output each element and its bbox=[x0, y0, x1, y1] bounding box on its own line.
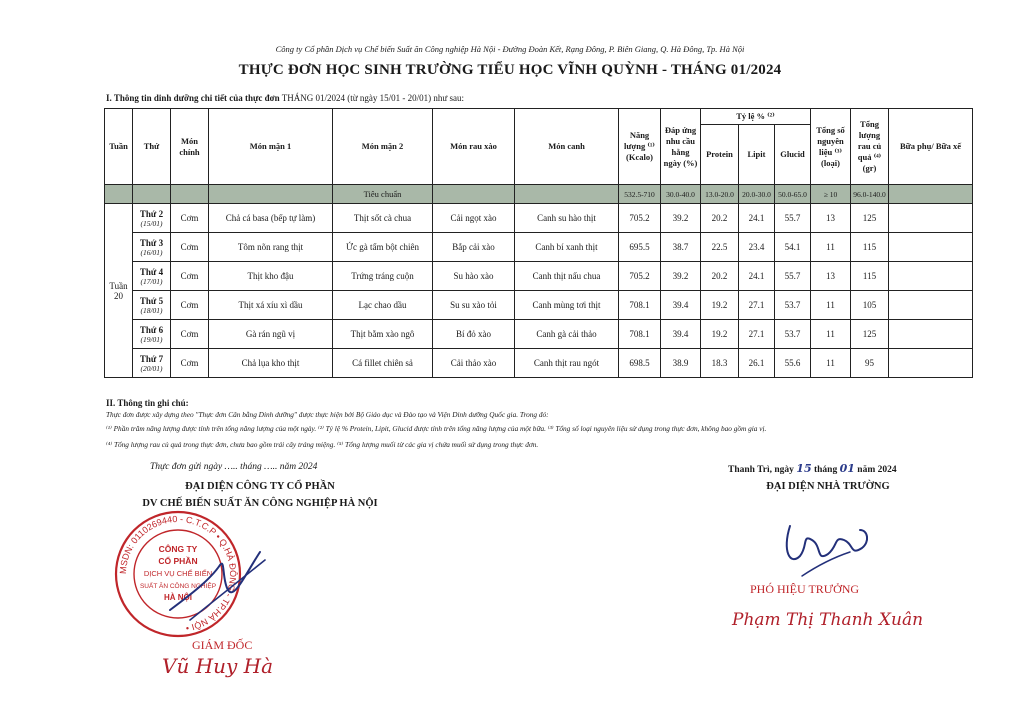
day-cell bbox=[133, 233, 171, 262]
director-signature bbox=[150, 540, 280, 630]
standard-tong-rau: 96.0-140.0 bbox=[851, 185, 889, 204]
protein-cell: 20.2 bbox=[701, 262, 739, 291]
bua-phu-cell bbox=[889, 291, 973, 320]
canh-cell: Canh thịt rau ngót bbox=[515, 349, 619, 378]
day-cell bbox=[133, 349, 171, 378]
header-rau: Món rau xào bbox=[433, 109, 515, 185]
note-intro: Thực đơn được xây dựng theo "Thực đơn Cân bằng Dinh dưỡng" được thực hiện bởi Bộ Giáo dục và Đào tạo và Viện Dinh dưỡng Quốc gia. Trong đó: bbox=[106, 410, 549, 419]
header-tong-nguyen-lieu: Tổng số nguyên liệu ⁽³⁾ (loại) bbox=[811, 109, 851, 185]
man1-cell: Chả lụa kho thịt bbox=[209, 349, 333, 378]
nang-luong-cell: 708.1 bbox=[619, 320, 661, 349]
stamp-line4: SUẤT ĂN CÔNG NGHIỆP bbox=[139, 583, 217, 590]
school-date bbox=[728, 462, 897, 475]
dap-ung-cell: 38.7 bbox=[661, 233, 701, 262]
dap-ung-cell: 39.2 bbox=[661, 262, 701, 291]
standard-row bbox=[105, 185, 973, 204]
bua-phu-cell bbox=[889, 262, 973, 291]
header-tong-rau: Tổng lượng rau củ quả ⁽⁴⁾ (gr) bbox=[851, 109, 889, 185]
protein-cell: 20.2 bbox=[701, 204, 739, 233]
header-dap-ung: Đáp ứng nhu cầu hằng ngày (%) bbox=[661, 109, 701, 185]
table-row bbox=[105, 320, 973, 349]
man1-cell: Gà rán ngũ vị bbox=[209, 320, 333, 349]
nang-luong-cell: 698.5 bbox=[619, 349, 661, 378]
header-thu: Thứ bbox=[133, 109, 171, 185]
lipit-cell: 23.4 bbox=[739, 233, 775, 262]
week-cell: Tuần 20 bbox=[105, 204, 133, 378]
header-nang-luong: Năng lượng ⁽¹⁾ (Kcalo) bbox=[619, 109, 661, 185]
day-name: Thứ 5 bbox=[139, 295, 164, 306]
glucid-cell: 55.6 bbox=[775, 349, 811, 378]
menu-table bbox=[104, 108, 973, 378]
lipit-cell: 24.1 bbox=[739, 262, 775, 291]
section1-rest: THÁNG 01/2024 (từ ngày 15/01 - 20/01) như sau: bbox=[279, 93, 464, 103]
day-name: Thứ 7 bbox=[139, 353, 164, 364]
lipit-cell: 27.1 bbox=[739, 291, 775, 320]
school-signature bbox=[772, 506, 882, 591]
nang-luong-cell: 705.2 bbox=[619, 204, 661, 233]
school-rep: ĐẠI DIỆN NHÀ TRƯỜNG bbox=[766, 481, 890, 492]
dap-ung-cell: 39.2 bbox=[661, 204, 701, 233]
table-row bbox=[105, 233, 973, 262]
man2-cell: Thịt bằm xào ngô bbox=[333, 320, 433, 349]
header-canh: Món canh bbox=[515, 109, 619, 185]
tong-rau-cell: 115 bbox=[851, 233, 889, 262]
standard-tong-nl: ≥ 10 bbox=[811, 185, 851, 204]
note-1-2-3: ⁽¹⁾ Phần trăm năng lượng được tính trên tổng năng lượng của một ngày. ⁽²⁾ Tỷ lệ % Protein, Lipit, Glucid được tính trên tổng năng lượng của một bữa. ⁽³⁾ Tổng số loại nguyên liệu sử dụng trong thực đơn, không bao gồm gia vị. bbox=[106, 424, 767, 433]
header-man2: Món mặn 2 bbox=[333, 109, 433, 185]
tong-rau-cell: 105 bbox=[851, 291, 889, 320]
dap-ung-cell: 39.4 bbox=[661, 320, 701, 349]
glucid-cell: 53.7 bbox=[775, 291, 811, 320]
man1-cell: Thịt xá xíu xì dầu bbox=[209, 291, 333, 320]
man2-cell: Trứng tráng cuộn bbox=[333, 262, 433, 291]
bua-phu-cell bbox=[889, 204, 973, 233]
tong-rau-cell: 95 bbox=[851, 349, 889, 378]
table-row bbox=[105, 204, 973, 233]
day-cell bbox=[133, 204, 171, 233]
man1-cell: Tôm nõn rang thịt bbox=[209, 233, 333, 262]
header-protein: Protein bbox=[701, 125, 739, 185]
tong-rau-cell: 115 bbox=[851, 262, 889, 291]
tong-nl-cell: 13 bbox=[811, 262, 851, 291]
header-man1: Món mặn 1 bbox=[209, 109, 333, 185]
company-rep-line1: ĐẠI DIỆN CÔNG TY CỔ PHẦN bbox=[185, 481, 335, 492]
header-tuan: Tuần bbox=[105, 109, 133, 185]
canh-cell: Canh mùng tơi thịt bbox=[515, 291, 619, 320]
protein-cell: 19.2 bbox=[701, 291, 739, 320]
dap-ung-cell: 38.9 bbox=[661, 349, 701, 378]
tong-nl-cell: 11 bbox=[811, 320, 851, 349]
school-day: 15 bbox=[796, 462, 812, 475]
lipit-cell: 24.1 bbox=[739, 204, 775, 233]
day-cell bbox=[133, 291, 171, 320]
man2-cell: Ức gà tẩm bột chiên bbox=[333, 233, 433, 262]
bua-phu-cell bbox=[889, 233, 973, 262]
protein-cell: 19.2 bbox=[701, 320, 739, 349]
tong-nl-cell: 11 bbox=[811, 349, 851, 378]
stamp-line3: DỊCH VỤ CHẾ BIẾN bbox=[143, 569, 213, 578]
section2-title: II. Thông tin ghi chú: bbox=[106, 398, 189, 408]
tong-nl-cell: 11 bbox=[811, 291, 851, 320]
school-month: 01 bbox=[839, 462, 855, 475]
standard-lipit: 20.0-30.0 bbox=[739, 185, 775, 204]
day-date: (18/01) bbox=[140, 305, 163, 315]
day-cell bbox=[133, 320, 171, 349]
section1-heading bbox=[106, 93, 464, 103]
section1-title: I. Thông tin dinh dưỡng chi tiết của thực đơn bbox=[106, 93, 280, 103]
school-year: năm 2024 bbox=[857, 465, 897, 475]
glucid-cell: 53.7 bbox=[775, 320, 811, 349]
man2-cell: Thịt sốt cà chua bbox=[333, 204, 433, 233]
standard-label: Tiêu chuẩn bbox=[333, 185, 433, 204]
mon-chinh-cell: Cơm bbox=[171, 291, 209, 320]
rau-cell: Bí đỏ xào bbox=[433, 320, 515, 349]
nang-luong-cell: 705.2 bbox=[619, 262, 661, 291]
glucid-cell: 55.7 bbox=[775, 204, 811, 233]
protein-cell: 18.3 bbox=[701, 349, 739, 378]
nang-luong-cell: 695.5 bbox=[619, 233, 661, 262]
glucid-cell: 54.1 bbox=[775, 233, 811, 262]
canh-cell: Canh bí xanh thịt bbox=[515, 233, 619, 262]
canh-cell: Canh thịt nấu chua bbox=[515, 262, 619, 291]
day-date: (15/01) bbox=[140, 218, 163, 228]
company-rep-line2: DV CHẾ BIẾN SUẤT ĂN CÔNG NGHIỆP HÀ NỘI bbox=[142, 498, 378, 509]
day-date: (16/01) bbox=[140, 247, 163, 257]
mon-chinh-cell: Cơm bbox=[171, 320, 209, 349]
standard-glucid: 50.0-65.0 bbox=[775, 185, 811, 204]
day-date: (17/01) bbox=[140, 276, 163, 286]
man2-cell: Cá fillet chiên sả bbox=[333, 349, 433, 378]
header-lipit: Lipit bbox=[739, 125, 775, 185]
mon-chinh-cell: Cơm bbox=[171, 204, 209, 233]
man1-cell: Thịt kho đậu bbox=[209, 262, 333, 291]
rau-cell: Bắp cải xào bbox=[433, 233, 515, 262]
bua-phu-cell bbox=[889, 320, 973, 349]
director-name: Vũ Huy Hà bbox=[162, 654, 274, 678]
bua-phu-cell bbox=[889, 349, 973, 378]
protein-cell: 22.5 bbox=[701, 233, 739, 262]
glucid-cell: 55.7 bbox=[775, 262, 811, 291]
day-date: (19/01) bbox=[140, 334, 163, 344]
man2-cell: Lạc chao dầu bbox=[333, 291, 433, 320]
tong-nl-cell: 13 bbox=[811, 204, 851, 233]
standard-nang-luong: 532.5-710 bbox=[619, 185, 661, 204]
mon-chinh-cell: Cơm bbox=[171, 349, 209, 378]
tong-rau-cell: 125 bbox=[851, 204, 889, 233]
director-title: GIÁM ĐỐC bbox=[192, 638, 253, 652]
tong-nl-cell: 11 bbox=[811, 233, 851, 262]
stamp-ring-text: MSDN: 0110269440 - C.T.C.P • Q.HÀ ĐÔNG - TP.HÀ NỘI • bbox=[117, 513, 239, 634]
stamp-line5: HÀ NỘI bbox=[164, 593, 192, 602]
table-row bbox=[105, 349, 973, 378]
document-title: THỰC ĐƠN HỌC SINH TRƯỜNG TIỂU HỌC VĨNH QUỲNH - THÁNG 01/2024 bbox=[238, 62, 782, 78]
table-row bbox=[105, 291, 973, 320]
canh-cell: Canh gà cải thảo bbox=[515, 320, 619, 349]
mon-chinh-cell: Cơm bbox=[171, 262, 209, 291]
header-ty-le: Tỷ lệ % ⁽²⁾ bbox=[701, 109, 811, 125]
lipit-cell: 27.1 bbox=[739, 320, 775, 349]
table-row bbox=[105, 262, 973, 291]
man1-cell: Chả cá basa (bếp tự làm) bbox=[209, 204, 333, 233]
day-name: Thứ 6 bbox=[139, 324, 164, 335]
standard-dap-ung: 30.0-40.0 bbox=[661, 185, 701, 204]
rau-cell: Su su xào tỏi bbox=[433, 291, 515, 320]
day-name: Thứ 4 bbox=[139, 266, 164, 277]
tong-rau-cell: 125 bbox=[851, 320, 889, 349]
note-4-5: ⁽⁴⁾ Tổng lượng rau củ quả trong thực đơn, chưa bao gồm trái cây tráng miệng. ⁽⁵⁾ Tổng lượng muối từ các gia vị chứa muối sử dụng trong thực đơn. bbox=[106, 440, 539, 449]
day-name: Thứ 3 bbox=[139, 237, 164, 248]
lipit-cell: 26.1 bbox=[739, 349, 775, 378]
school-date-prefix: Thanh Trì, ngày bbox=[728, 465, 794, 475]
mon-chinh-cell: Cơm bbox=[171, 233, 209, 262]
day-date: (20/01) bbox=[140, 363, 163, 373]
rau-cell: Cải ngọt xào bbox=[433, 204, 515, 233]
school-month-word: tháng bbox=[813, 465, 838, 475]
dap-ung-cell: 39.4 bbox=[661, 291, 701, 320]
canh-cell: Canh su hào thịt bbox=[515, 204, 619, 233]
deputy-title: PHÓ HIỆU TRƯỞNG bbox=[750, 582, 860, 596]
day-name: Thứ 2 bbox=[139, 208, 164, 219]
stamp-line1: CÔNG TY bbox=[158, 544, 198, 554]
header-glucid: Glucid bbox=[775, 125, 811, 185]
sent-date: Thực đơn gửi ngày ….. tháng ….. năm 2024 bbox=[150, 462, 318, 472]
stamp-line2: CỔ PHẦN bbox=[158, 556, 198, 566]
rau-cell: Su hào xào bbox=[433, 262, 515, 291]
day-cell bbox=[133, 262, 171, 291]
rau-cell: Cải thảo xào bbox=[433, 349, 515, 378]
standard-protein: 13.0-20.0 bbox=[701, 185, 739, 204]
deputy-name: Phạm Thị Thanh Xuân bbox=[732, 610, 924, 630]
header-mon-chinh: Món chính bbox=[171, 109, 209, 185]
header-bua-phu: Bữa phụ/ Bữa xế bbox=[889, 109, 973, 185]
company-address-line: Công ty Cổ phần Dịch vụ Chế biến Suất ăn Công nghiệp Hà Nội - Đường Đoàn Kết, Rạng Đông, P. Biên Giang, Q. Hà Đông, Tp. Hà Nội bbox=[275, 44, 745, 54]
nang-luong-cell: 708.1 bbox=[619, 291, 661, 320]
